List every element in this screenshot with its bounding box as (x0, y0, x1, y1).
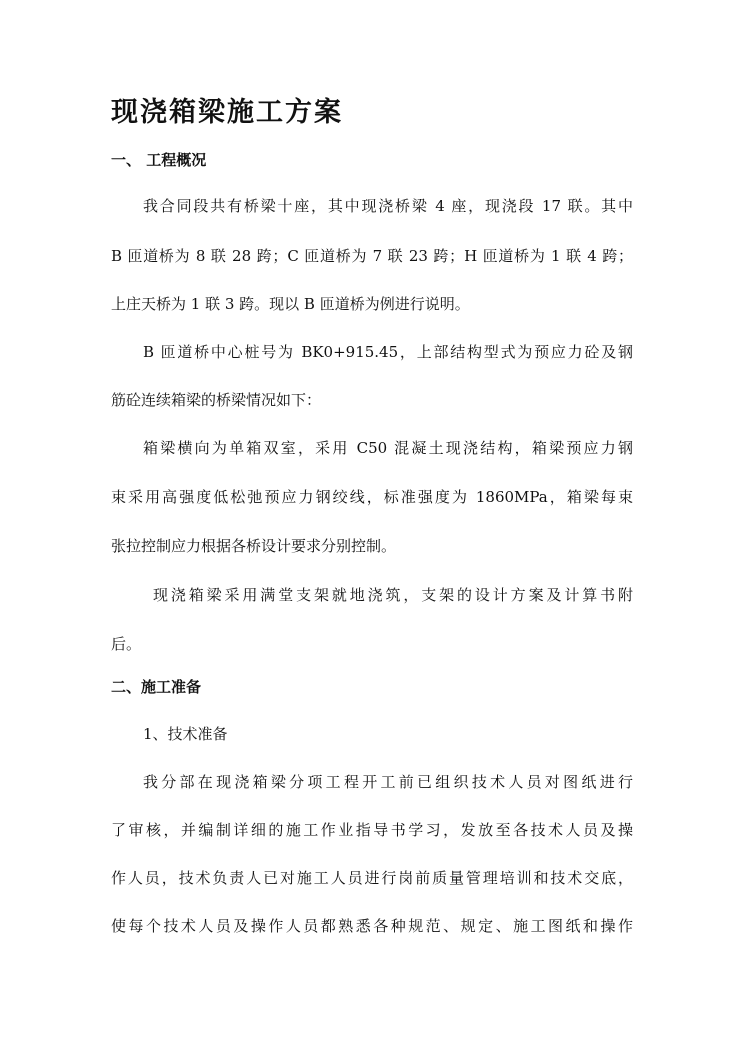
paragraph-line: 我分部在现浇箱梁分项工程开工前已组织技术人员对图纸进行 (143, 773, 633, 791)
paragraph-line: 束采用高强度低松弛预应力钢绞线，标准强度为 1860MPa，箱梁每束 (111, 488, 633, 506)
section-heading-overview: 一、 工程概况 (111, 151, 207, 169)
paragraph-line: 现浇箱梁采用满堂支架就地浇筑，支架的设计方案及计算书附 (153, 586, 633, 604)
subheading-technical-preparation: 1、技术准备 (143, 725, 228, 743)
paragraph-line: 上庄天桥为 1 联 3 跨。现以 B 匝道桥为例进行说明。 (111, 295, 470, 313)
paragraph-line: 箱梁横向为单箱双室，采用 C50 混凝土现浇结构，箱梁预应力钢 (143, 439, 633, 457)
paragraph-line: 作人员，技术负责人已对施工人员进行岗前质量管理培训和技术交底， (111, 869, 633, 887)
paragraph-line: 使每个技术人员及操作人员都熟悉各种规范、规定、施工图纸和操作 (111, 917, 633, 935)
paragraph-line: B 匝道桥为 8 联 28 跨；C 匝道桥为 7 联 23 跨；H 匝道桥为 1 联 4 跨； (111, 247, 633, 265)
paragraph-line: 我合同段共有桥梁十座，其中现浇桥梁 4 座，现浇段 17 联。其中 (143, 197, 633, 215)
paragraph-line: 后。 (111, 635, 142, 653)
paragraph-line: 张拉控制应力根据各桥设计要求分别控制。 (111, 537, 397, 555)
paragraph-line: 了审核，并编制详细的施工作业指导书学习，发放至各技术人员及操 (111, 821, 633, 839)
paragraph-line: B 匝道桥中心桩号为 BK0+915.45，上部结构型式为预应力砼及钢 (143, 343, 633, 361)
document-title: 现浇箱梁施工方案 (111, 97, 343, 128)
paragraph-line: 筋砼连续箱梁的桥梁情况如下： (111, 391, 322, 409)
section-heading-preparation: 二、施工准备 (111, 678, 202, 696)
